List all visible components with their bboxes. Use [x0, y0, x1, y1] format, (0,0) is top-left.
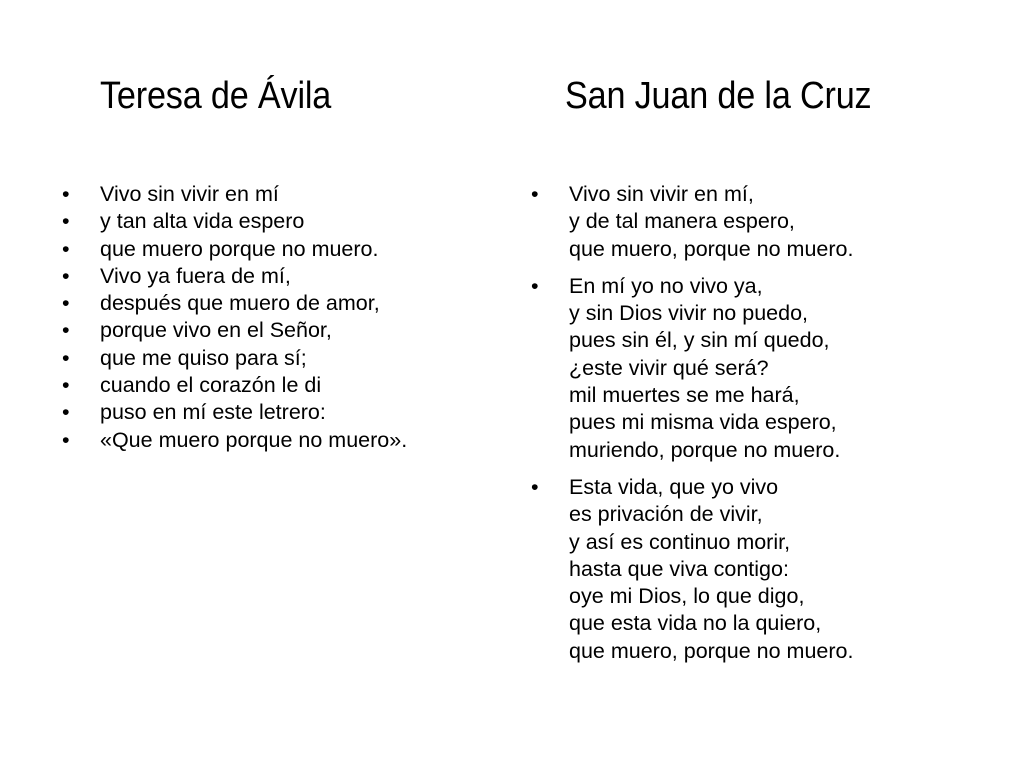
bullet-icon: • — [531, 182, 539, 206]
right-column — [531, 181, 991, 675]
poem-line: Esta vida, que yo vivo — [569, 474, 779, 499]
poem-line: pues sin él, y sin mí quedo, — [569, 328, 830, 353]
poem-line: Vivo ya fuera de mí, — [100, 263, 291, 288]
left-bullet-list-group-1 — [62, 181, 492, 263]
list-item — [62, 399, 492, 426]
poem-line: Vivo sin vivir en mí, — [569, 182, 754, 206]
list-item — [62, 236, 492, 263]
poem-line: puso en mí este letrero: — [100, 400, 326, 425]
bullet-icon: • — [531, 474, 539, 499]
poem-line: pues mi misma vida espero, — [569, 410, 837, 435]
poem-line: y así es continuo morir, — [569, 529, 791, 554]
poem-line: muriendo, porque no muero. — [569, 437, 841, 462]
poem-line: y tan alta vida espero — [100, 209, 305, 234]
list-item — [62, 208, 492, 235]
poem-line: que esta vida no la quiero, — [569, 611, 822, 636]
poem-line: y de tal manera espero, — [569, 209, 795, 234]
left-column — [62, 181, 492, 454]
poem-line: hasta que viva contigo: — [569, 556, 789, 581]
poem-line: que me quiso para sí; — [100, 345, 307, 370]
bullet-icon: • — [62, 400, 70, 425]
list-item — [62, 372, 492, 399]
poem-line: y sin Dios vivir no puedo, — [569, 301, 808, 326]
stanza-3 — [531, 474, 991, 665]
poem-line: que muero, porque no muero. — [569, 236, 854, 261]
bullet-icon: • — [531, 273, 539, 298]
poem-line: ¿este vivir qué será? — [569, 355, 769, 380]
stanza-1 — [531, 181, 991, 263]
bullet-icon: • — [62, 236, 70, 261]
bullet-icon: • — [62, 373, 70, 398]
right-bullet-list — [531, 181, 991, 665]
poem-line: porque vivo en el Señor, — [100, 318, 332, 343]
left-bullet-list-group-2 — [62, 263, 492, 454]
poem-line: oye mi Dios, lo que digo, — [569, 584, 805, 609]
poem-line: Vivo sin vivir en mí — [100, 182, 279, 206]
poem-line: «Que muero porque no muero». — [100, 427, 408, 452]
bullet-icon: • — [62, 209, 70, 234]
bullet-icon: • — [62, 263, 70, 288]
poem-line: cuando el corazón le di — [100, 373, 322, 398]
poem-line: es privación de vivir, — [569, 502, 763, 527]
bullet-icon: • — [62, 345, 70, 370]
poem-line: En mí yo no vivo ya, — [569, 273, 763, 298]
bullet-icon: • — [62, 291, 70, 316]
poem-line: mil muertes se me hará, — [569, 383, 800, 408]
bullet-icon: • — [62, 427, 70, 452]
list-item — [62, 181, 492, 208]
poem-line: que muero, porque no muero. — [569, 638, 854, 663]
list-item — [62, 317, 492, 344]
list-item — [62, 263, 492, 290]
list-item — [62, 345, 492, 372]
title-san-juan-de-la-cruz: San Juan de la Cruz — [565, 75, 872, 117]
poem-line: después que muero de amor, — [100, 291, 380, 316]
poem-line: que muero porque no muero. — [100, 236, 379, 261]
bullet-icon: • — [62, 182, 70, 206]
stanza-2 — [531, 273, 991, 464]
list-item — [62, 290, 492, 317]
bullet-icon: • — [62, 318, 70, 343]
title-teresa-de-avila: Teresa de Ávila — [100, 75, 332, 117]
list-item — [62, 427, 492, 454]
